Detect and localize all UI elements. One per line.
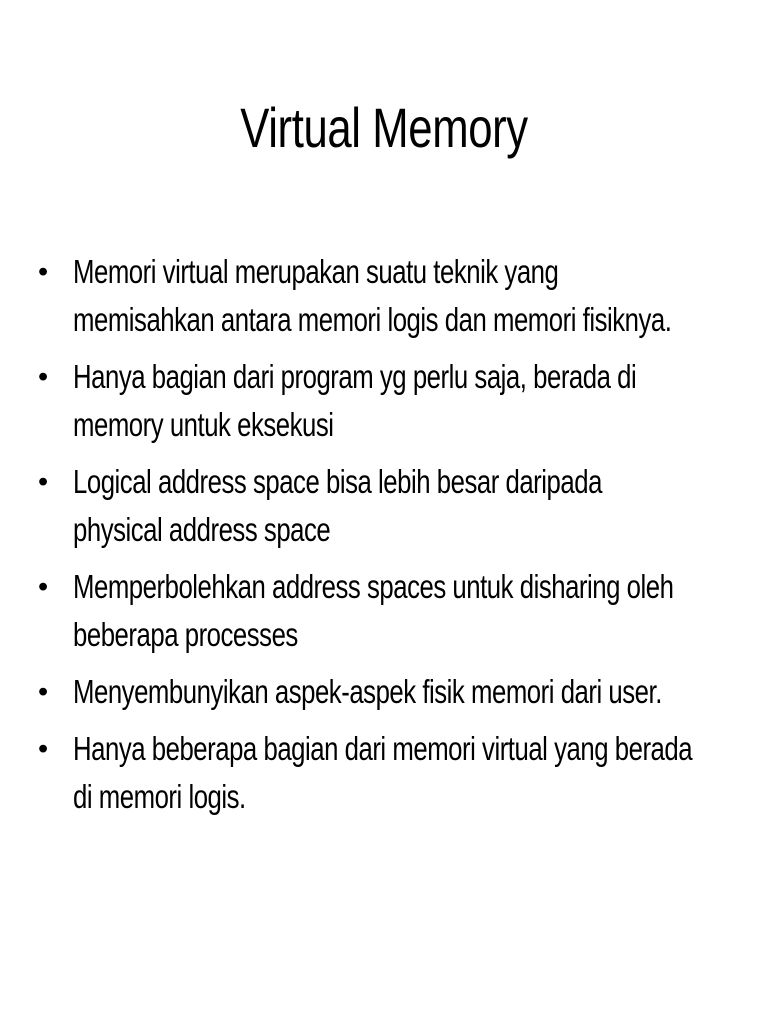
bullet-item xyxy=(0,248,768,344)
bullet-text: Logical address space bisa lebih besar daripada physical address space xyxy=(73,463,602,548)
bullet-text: Hanya beberapa bagian dari memori virtual yang berada di memori logis. xyxy=(73,730,693,815)
bullet-list xyxy=(0,248,768,830)
bullet-dot-icon: • xyxy=(38,466,49,498)
bullet-dot-icon: • xyxy=(38,256,49,288)
bullet-dot-icon: • xyxy=(38,676,49,708)
bullet-item xyxy=(0,668,768,716)
bullet-item xyxy=(0,725,768,821)
slide-title: Virtual Memory xyxy=(240,96,528,159)
bullet-text: Memori virtual merupakan suatu teknik yang memisahkan antara memori logis dan memori fisiknya. xyxy=(73,253,672,338)
bullet-item xyxy=(0,563,768,659)
bullet-text: Menyembunyikan aspek-aspek fisik memori dari user. xyxy=(73,673,662,710)
bullet-text: Hanya bagian dari program yg perlu saja, berada di memory untuk eksekusi xyxy=(73,358,637,443)
bullet-dot-icon: • xyxy=(38,361,49,393)
bullet-item xyxy=(0,353,768,449)
bullet-dot-icon: • xyxy=(38,733,49,765)
bullet-dot-icon: • xyxy=(38,571,49,603)
bullet-text: Memperbolehkan address spaces untuk disharing oleh beberapa processes xyxy=(73,568,674,653)
bullet-item xyxy=(0,458,768,554)
